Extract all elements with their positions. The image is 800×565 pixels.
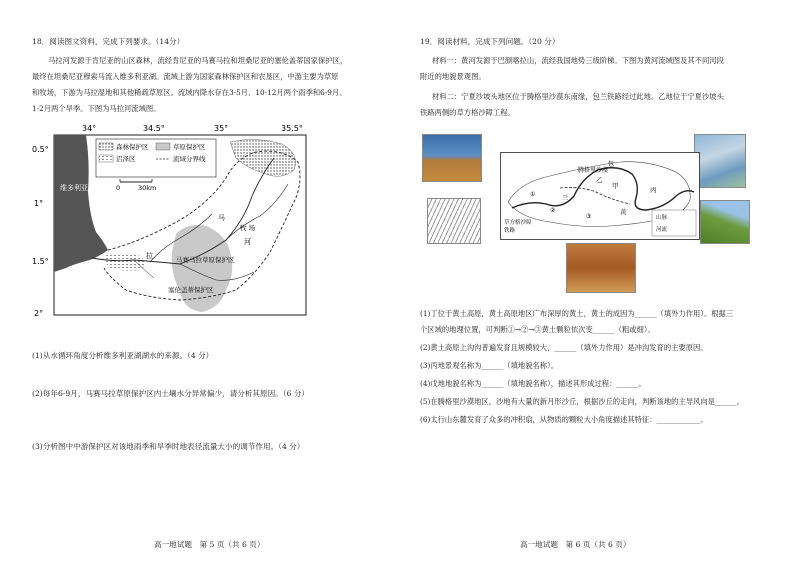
legend-railway-label: 铁路 (504, 228, 516, 234)
label-yellow-river: 黄 (620, 208, 627, 216)
q18-line-4: 1-2月两个旱季。下图为马拉河流域图。 (32, 104, 161, 113)
label-c3: ③ (586, 213, 592, 220)
label-jia: 甲 (612, 182, 619, 190)
q18-line-2: 最终在坦桑尼亚穆索马流入维多利亚湖。流域上游为国家森林保护区和农垦区，中游主要为草原 (32, 72, 339, 81)
label-he: 河 (244, 238, 251, 246)
lat-tick-2: 2° (34, 309, 44, 318)
swamp-area (104, 253, 145, 271)
question-18-title: 18．阅读图文资料，完成下列要求。（14分） (32, 37, 185, 46)
legend-mountain-label: 山脉 (656, 215, 668, 221)
lon-tick-34: 34° (82, 124, 97, 133)
legend-grassland-label: 草原保护区 (173, 143, 206, 151)
photo-loess-plateau (566, 243, 636, 293)
material-1-line-2: 附近的地貌景观图。 (420, 72, 486, 81)
q18-line-3: 和牧场，下游为马拉湿地和其他稀疏草原区。流域内降水存在3-5月、10-12月两个雨季和6-9月、 (32, 88, 347, 97)
label-bing: 丙 (650, 186, 657, 194)
lat-tick-1: 1° (34, 199, 44, 208)
label-c2: ② (550, 207, 556, 214)
legend-forest-swatch (99, 143, 113, 150)
legend-forest-label: 森林保护区 (116, 143, 149, 151)
label-bao: 包 (608, 161, 615, 168)
photo-alluvial-fan (694, 134, 746, 188)
legend-boundary-label: 流域分界线 (173, 155, 206, 163)
label-muchang: 牧 场 (240, 224, 256, 232)
scale-zero: 0 (116, 184, 121, 192)
lat-tick-0-5: 0.5° (32, 145, 49, 154)
label-ma: 马 (218, 214, 225, 222)
q19-line-5: (4)戊地地貌名称为______（填地貌名称），描述其形成过程：______。 (420, 379, 646, 388)
photo-rock-strata-sketch (427, 198, 481, 244)
material-2-line-1: 材料二：宁夏沙坡头地区位于腾格里沙漠东南缘，包兰铁路经过此地。乙地位于宁夏沙坡头 (432, 92, 724, 101)
q19-line-2: 个区域的地理位置，可判断①→②→③黄土颗粒依次变______（粗或细）。 (420, 325, 655, 334)
legend-river-label: 河流 (656, 227, 668, 233)
label-masai-mara: 马赛马拉草原保护区 (176, 256, 235, 264)
label-la: 拉 (146, 252, 153, 260)
q19-line-6: (5)在腾格里沙漠地区，沙地有大量的新月形沙丘，根据沙丘的走向，判断该地的主导风向是______。 (420, 397, 745, 406)
page-footer-6: 高一地试题 第 6 页（共 6 页） (520, 540, 631, 549)
q19-line-1: (1)丁位于黄土高原，黄土高原地区广布深厚的黄土，黄土的成因为______（填外力作用）。根据三 (420, 309, 734, 318)
q19-line-4: (3)丙地景观名称为______（填地貌名称）。 (420, 361, 559, 370)
lon-tick-35-5: 35.5° (281, 124, 303, 133)
question-19-title: 19．阅读材料，完成下列问题。（20 分） (420, 37, 560, 46)
lon-tick-34-5: 34.5° (143, 124, 165, 133)
scale-30km: 30km (138, 184, 157, 192)
label-grass-checkerboard: 草方格沙障 (504, 220, 532, 226)
q19-line-3: (2)黄土高原上沟沟普遍发育且规模较大，______（填外力作用）是冲沟发育的主要原因。 (420, 343, 708, 352)
photo-grassland-slope (700, 200, 750, 244)
q18-sub-1: (1)从水循环角度分析维多利亚湖湖水的来源。（4 分） (32, 351, 214, 360)
lat-tick-1-5: 1.5° (32, 257, 49, 266)
material-1-line-1: 材料一：黄河发源于巴颜喀拉山，流经我国地势三级阶梯。下图为黄河流域图及其不同河段 (432, 56, 724, 65)
q18-line-1: 马拉河发源于肯尼亚的山区森林，流经肯尼亚的马赛马拉和坦桑尼亚的塞伦盖蒂国家保护区， (48, 56, 348, 65)
label-serengeti: 塞伦盖蒂保护区 (168, 286, 214, 294)
legend-swamp-swatch (99, 155, 113, 162)
label-tengger-desert: 腾格里沙漠 (578, 167, 609, 174)
label-yi: 乙 (596, 176, 603, 184)
label-lan: 兰 (562, 195, 569, 202)
material-2-line-2: 铁路两侧的草方格沙障工程。 (420, 108, 515, 117)
lake-label: 维多利亚湖 (60, 184, 95, 192)
legend-grassland-swatch (156, 143, 170, 150)
photo-rock-formation (422, 134, 482, 182)
lon-tick-35: 35° (214, 124, 229, 133)
q19-line-7: (6)太行山东麓发育了众多的冲积扇，从物质的颗粒大小角度描述其特征：____________。 (420, 415, 708, 424)
legend-swamp-label: 沼泽区 (116, 155, 136, 163)
label-c1: ① (530, 191, 536, 198)
mara-river-basin-map (30, 122, 320, 327)
q18-sub-2: (2)每年6-9月，马赛马拉草原保护区内土壤水分异常偏少，请分析其原因。（6 分） (32, 389, 310, 398)
page-footer-5: 高一地试题 第 5 页（共 6 页） (154, 540, 265, 549)
q18-sub-3: (3)分析图中中游保护区对该地雨季和旱季时地表径流量大小的调节作用。（4 分） (32, 442, 305, 451)
yellow-river-basin-map (500, 152, 700, 240)
exam-page-6 (400, 0, 800, 565)
